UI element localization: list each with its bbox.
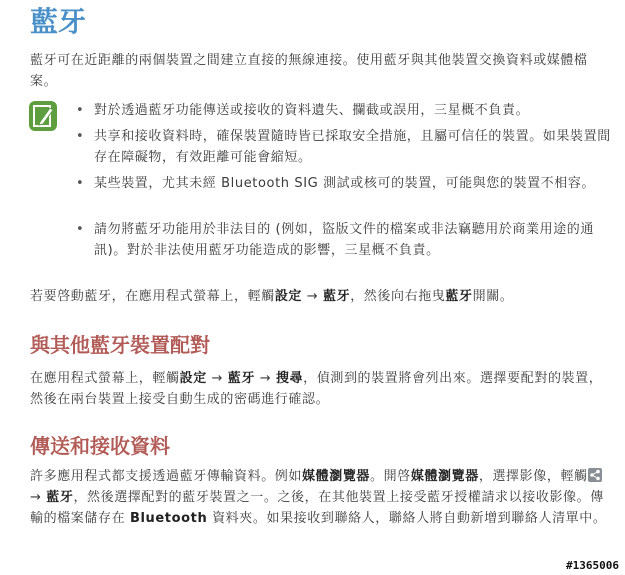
- bullet-icon: •: [76, 103, 85, 118]
- gallery-label: 媒體瀏覽器: [302, 469, 371, 484]
- list-item: [74, 100, 529, 121]
- bullet-icon: •: [76, 129, 85, 144]
- list-item: [74, 173, 595, 194]
- activate-paragraph: 若要啓動藍牙，在應用程式螢幕上，輕觸設定 → 藍牙，然後向右拖曳藍牙開關。: [30, 289, 514, 304]
- share-icon: [588, 468, 602, 482]
- list-item: [74, 219, 614, 261]
- bluetooth-folder-label: Bluetooth: [129, 511, 208, 526]
- page-title: 藍牙: [30, 5, 87, 38]
- note-text: 對於透過藍牙功能傳送或接收的資料遺失、攔截或誤用，三星概不負責。: [94, 103, 530, 118]
- bullet-icon: •: [76, 222, 85, 237]
- settings-label: 設定: [179, 371, 207, 386]
- bluetooth-label: 藍牙: [322, 289, 351, 304]
- bluetooth-label: 藍牙: [227, 371, 255, 386]
- note-pencil-icon: [28, 100, 58, 132]
- note-text: 共享和接收資料時，確保裝置隨時皆已採取安全措施，且屬可信任的裝置。如果裝置間存在障礙物，有效距離可能會縮短。: [94, 129, 611, 165]
- list-item: [74, 126, 614, 168]
- scan-label: 搜尋: [275, 371, 304, 386]
- section-heading-transfer: 傳送和接收資料: [30, 434, 170, 458]
- bullet-icon: •: [76, 176, 85, 191]
- pairing-paragraph: 在應用程式螢幕上，輕觸設定 → 藍牙 → 搜尋，偵測到的裝置將會列出來。選擇要配對的裝置，然後在兩台裝置上接受自動生成的密碼進行確認。: [30, 371, 603, 407]
- section-heading-pairing: 與其他藍牙裝置配對: [30, 333, 210, 357]
- note-text: 某些裝置，尤其未經 Bluetooth SIG 測試或核可的裝置，可能與您的裝置不相容。: [94, 176, 596, 191]
- intro-paragraph: 藍牙可在近距離的兩個裝置之間建立直接的無線連接。使用藍牙與其他裝置交換資料或媒體檔案。: [30, 53, 588, 89]
- watermark: #1365006: [566, 559, 619, 572]
- bluetooth-label: 藍牙: [46, 490, 74, 505]
- gallery-label: 媒體瀏覽器: [410, 469, 479, 484]
- bluetooth-label: 藍牙: [445, 289, 473, 304]
- note-text: 請勿將藍牙功能用於非法目的 (例如，盜版文件的檔案或非法竊聽用於商業用途的通訊)。對於非法使用藍牙功能造成的影響，三星概不負責。: [94, 222, 595, 258]
- transfer-paragraph: 許多應用程式都支援透過藍牙傳輸資料。例如媒體瀏覽器。開啓媒體瀏覽器，選擇影像，輕觸 → 藍牙，然後選擇配對的藍牙裝置之一。之後，在其他裝置上接受藍牙授權請求以接收影像。傳輸的檔案儲存在 Bluetooth 資料夾。如果接收到聯絡人，聯絡人將自動新增到聯絡人清單中。: [30, 469, 607, 526]
- settings-label: 設定: [274, 289, 303, 304]
